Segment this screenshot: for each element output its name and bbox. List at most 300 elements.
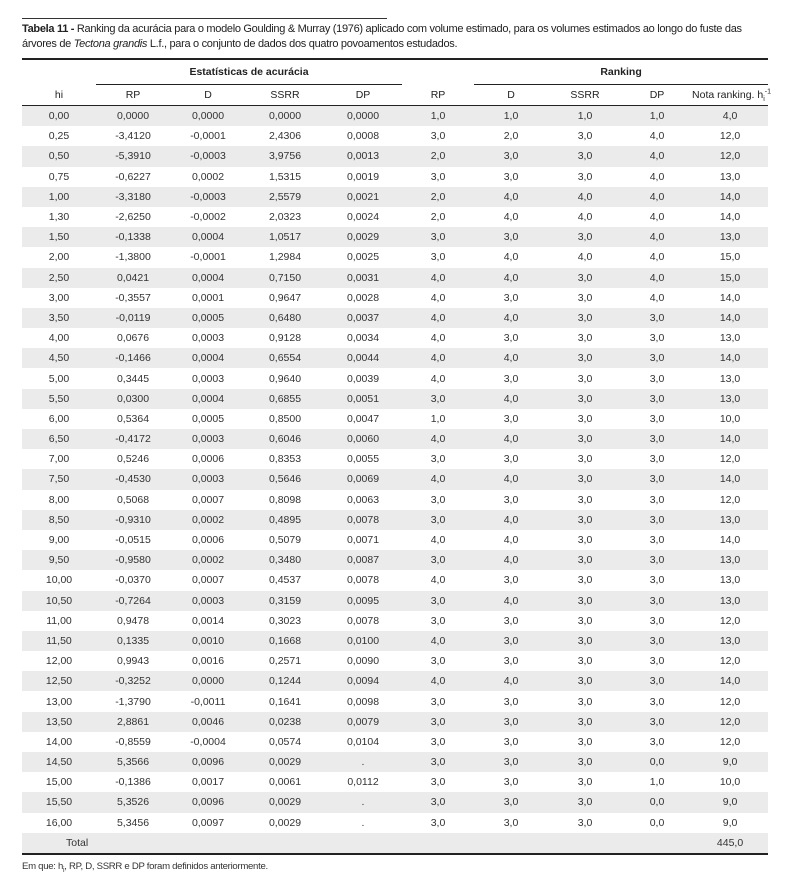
table-cell: -0,1338 xyxy=(115,231,151,244)
table-cell: 0,0061 xyxy=(268,776,302,789)
table-row xyxy=(22,409,768,429)
table-cell: 3,0 xyxy=(503,332,519,345)
table-cell: 4,0 xyxy=(430,291,446,304)
table-cell: 14,0 xyxy=(719,473,741,486)
table-cell: 12,0 xyxy=(719,453,741,466)
table-cell: 3,0 xyxy=(577,170,593,183)
table-cell: 3,0 xyxy=(503,150,519,163)
table-cell: 0,0051 xyxy=(346,392,380,405)
footnote-sub: i xyxy=(63,866,65,874)
table-cell: 4,0 xyxy=(722,110,738,123)
table-cell: 3,0 xyxy=(503,291,519,304)
table-cell: 3,0 xyxy=(430,493,446,506)
table-cell: 3,0 xyxy=(430,816,446,829)
table-cell: 5,50 xyxy=(48,392,70,405)
table-cell: 0,0003 xyxy=(191,473,225,486)
table-row xyxy=(22,752,768,772)
table-cell: 3,0 xyxy=(503,695,519,708)
table-cell: 3,0 xyxy=(430,776,446,789)
group-header-stats: Estatísticas de acurácia xyxy=(96,59,402,85)
table-cell: 6,00 xyxy=(48,412,70,425)
table-cell: 0,1244 xyxy=(268,675,302,688)
table-cell: 1,0517 xyxy=(268,231,302,244)
table-cell: 4,0 xyxy=(577,190,593,203)
table-row xyxy=(22,106,768,127)
table-cell: 0,0046 xyxy=(191,715,225,728)
table-cell: 3,0 xyxy=(503,372,519,385)
table-cell: 0,7150 xyxy=(268,271,302,284)
table-cell: 3,0 xyxy=(649,392,665,405)
table-cell: 3,0 xyxy=(649,513,665,526)
table-row xyxy=(22,813,768,833)
table-cell: 0,0001 xyxy=(191,291,225,304)
table-cell: 0,0090 xyxy=(346,655,380,668)
table-cell: 0,0000 xyxy=(346,110,380,123)
total-row xyxy=(22,833,768,854)
table-cell: 14,00 xyxy=(45,735,73,748)
table-cell: 4,0 xyxy=(649,211,665,224)
table-cell: 14,0 xyxy=(719,311,741,324)
table-cell: 12,00 xyxy=(45,655,73,668)
table-cell: 14,0 xyxy=(719,211,741,224)
table-cell: 5,3566 xyxy=(116,756,150,769)
table-cell: 3,0 xyxy=(577,776,593,789)
table-cell: 3,0 xyxy=(577,372,593,385)
table-cell: 0,0078 xyxy=(346,614,380,627)
table-cell: 10,50 xyxy=(45,594,73,607)
table-cell: 3,0 xyxy=(503,493,519,506)
table-cell: 4,0 xyxy=(430,271,446,284)
table-row xyxy=(22,207,768,227)
table-cell: 4,0 xyxy=(503,251,519,264)
table-cell: 3,0 xyxy=(577,574,593,587)
table-cell: . xyxy=(361,816,365,829)
table-cell: 13,0 xyxy=(719,170,741,183)
table-cell: 0,9943 xyxy=(116,655,150,668)
table-cell: 1,2984 xyxy=(268,251,302,264)
table-cell: 2,0 xyxy=(430,211,446,224)
table-row xyxy=(22,449,768,469)
table-cell: 0,0003 xyxy=(191,332,225,345)
table-row xyxy=(22,126,768,146)
table-cell: 4,0 xyxy=(503,190,519,203)
table-cell: 2,50 xyxy=(48,271,70,284)
table-cell: 0,9478 xyxy=(116,614,150,627)
table-cell: 0,0002 xyxy=(191,554,225,567)
table-cell: 3,0 xyxy=(649,735,665,748)
table-cell: -0,0004 xyxy=(190,735,226,748)
table-cell: 4,0 xyxy=(430,311,446,324)
table-cell: 14,0 xyxy=(719,190,741,203)
table-cell: 3,0 xyxy=(503,614,519,627)
table-cell: 3,0 xyxy=(503,816,519,829)
column-header: RP xyxy=(402,85,474,106)
table-cell: 3,0 xyxy=(430,796,446,809)
table-cell: 4,0 xyxy=(649,291,665,304)
table-cell: 3,0 xyxy=(577,594,593,607)
table-cell: 0,6046 xyxy=(268,433,302,446)
table-cell: 0,0007 xyxy=(191,493,225,506)
table-cell: 10,00 xyxy=(45,574,73,587)
table-cell: 3,0 xyxy=(577,655,593,668)
table-cell: 2,00 xyxy=(48,251,70,264)
table-cell: 0,0060 xyxy=(346,433,380,446)
table-cell: 3,0 xyxy=(577,392,593,405)
table-cell: 4,00 xyxy=(48,332,70,345)
table-cell: 1,0 xyxy=(649,776,665,789)
table-cell: 0,0078 xyxy=(346,574,380,587)
table-cell: 3,0 xyxy=(577,332,593,345)
table-cell: 3,0 xyxy=(649,715,665,728)
table-cell: 5,3456 xyxy=(116,816,150,829)
table-cell: 0,0019 xyxy=(346,170,380,183)
table-cell: 3,0 xyxy=(503,170,519,183)
table-cell: 4,0 xyxy=(577,211,593,224)
ranking-table xyxy=(22,58,772,855)
table-row xyxy=(22,530,768,550)
table-cell: 0,8500 xyxy=(268,412,302,425)
column-header: DP xyxy=(622,85,692,106)
table-cell: 9,0 xyxy=(722,796,738,809)
column-header-row xyxy=(22,85,768,106)
column-header-nota-ranking xyxy=(692,85,772,106)
table-cell: 4,0 xyxy=(649,231,665,244)
table-cell: 0,5246 xyxy=(116,453,150,466)
table-cell: 3,0 xyxy=(649,433,665,446)
table-cell: 0,6480 xyxy=(268,311,302,324)
table-cell: 3,0 xyxy=(649,473,665,486)
table-cell: 0,0055 xyxy=(346,453,380,466)
group-header-row xyxy=(22,59,768,85)
table-body xyxy=(22,106,768,854)
table-cell: 16,00 xyxy=(45,816,73,829)
table-cell: 0,9647 xyxy=(268,291,302,304)
empty-cell xyxy=(548,833,622,854)
table-cell: 3,0 xyxy=(577,150,593,163)
table-cell: 12,0 xyxy=(719,715,741,728)
table-cell: 2,5579 xyxy=(268,190,302,203)
caption-label: Tabela 11 - xyxy=(22,23,75,35)
table-cell: 10,0 xyxy=(719,776,741,789)
table-cell: 3,0 xyxy=(503,756,519,769)
table-cell: 3,0 xyxy=(503,655,519,668)
table-cell: 0,0029 xyxy=(268,816,302,829)
table-row xyxy=(22,288,768,308)
table-cell: 3,0 xyxy=(577,675,593,688)
table-cell: 0,0025 xyxy=(346,251,380,264)
table-cell: 3,0 xyxy=(577,493,593,506)
table-cell: . xyxy=(361,756,365,769)
table-cell: 3,0 xyxy=(577,433,593,446)
table-cell: 3,0 xyxy=(649,534,665,547)
table-cell: 3,0 xyxy=(577,311,593,324)
table-cell: 0,0104 xyxy=(346,735,380,748)
table-cell: -2,6250 xyxy=(115,211,151,224)
table-row xyxy=(22,772,768,792)
table-cell: 0,3480 xyxy=(268,554,302,567)
table-cell: 12,0 xyxy=(719,735,741,748)
table-cell: 4,0 xyxy=(430,675,446,688)
table-cell: 0,0028 xyxy=(346,291,380,304)
table-cell: 3,0 xyxy=(649,332,665,345)
table-cell: 3,0 xyxy=(577,756,593,769)
table-cell: 3,0 xyxy=(503,412,519,425)
table-cell: 0,0094 xyxy=(346,675,380,688)
table-cell: 7,50 xyxy=(48,473,70,486)
footnote-suffix: , RP, D, SSRR e DP foram definidos anteriormente. xyxy=(64,861,268,872)
table-cell: 2,0323 xyxy=(268,211,302,224)
table-cell: 13,0 xyxy=(719,634,741,647)
table-cell: 0,0003 xyxy=(191,594,225,607)
table-cell: 0,0031 xyxy=(346,271,380,284)
table-cell: 13,0 xyxy=(719,332,741,345)
table-cell: 0,0574 xyxy=(268,735,302,748)
table-cell: 0,9640 xyxy=(268,372,302,385)
table-row xyxy=(22,146,768,166)
table-cell: 1,5315 xyxy=(268,170,302,183)
table-cell: 13,0 xyxy=(719,231,741,244)
table-cell: 3,0 xyxy=(577,695,593,708)
table-row xyxy=(22,611,768,631)
table-cell: 0,0004 xyxy=(191,352,225,365)
table-row xyxy=(22,510,768,530)
table-cell: 0,0000 xyxy=(191,675,225,688)
table-cell: 3,0 xyxy=(649,675,665,688)
table-cell: 12,0 xyxy=(719,150,741,163)
table-cell: 3,0 xyxy=(649,614,665,627)
table-cell: 0,0098 xyxy=(346,695,380,708)
table-cell: 0,5364 xyxy=(116,412,150,425)
table-cell: 0,0097 xyxy=(191,816,225,829)
table-cell: 0,0034 xyxy=(346,332,380,345)
caption-text-1: Ranking da acurácia para o modelo Goulding & Murray (1976) aplicado com volume estimado, para os volumes estimados ao longo do fuste das árvores de xyxy=(22,23,742,50)
table-cell: 0,8098 xyxy=(268,493,302,506)
table-cell: 4,0 xyxy=(649,190,665,203)
table-row xyxy=(22,247,768,267)
table-cell: 0,0017 xyxy=(191,776,225,789)
table-cell: 0,0063 xyxy=(346,493,380,506)
table-cell: 0,0013 xyxy=(346,150,380,163)
table-cell: 15,0 xyxy=(719,271,741,284)
table-cell: -0,9580 xyxy=(115,554,151,567)
table-cell: 0,0087 xyxy=(346,554,380,567)
table-cell: 3,0 xyxy=(503,231,519,244)
table-cell: 0,1668 xyxy=(268,634,302,647)
table-cell: 1,0 xyxy=(577,110,593,123)
table-cell: 0,0002 xyxy=(191,513,225,526)
table-cell: 0,0100 xyxy=(346,634,380,647)
total-label: Total xyxy=(22,833,96,854)
table-cell: 0,0300 xyxy=(116,392,150,405)
table-cell: 3,0 xyxy=(430,735,446,748)
table-cell: 3,0 xyxy=(649,554,665,567)
table-cell: 12,0 xyxy=(719,130,741,143)
table-row xyxy=(22,490,768,510)
table-cell: 4,0 xyxy=(503,554,519,567)
table-cell: 3,0 xyxy=(649,372,665,385)
table-cell: -0,1386 xyxy=(115,776,151,789)
table-cell: 14,50 xyxy=(45,756,73,769)
table-cell: 3,0 xyxy=(577,352,593,365)
table-cell: -0,4530 xyxy=(115,473,151,486)
group-header-spacer xyxy=(402,59,474,85)
table-cell: 3,50 xyxy=(48,311,70,324)
table-cell: 13,0 xyxy=(719,513,741,526)
table-cell: 6,50 xyxy=(48,433,70,446)
table-cell: 0,0000 xyxy=(268,110,302,123)
table-row xyxy=(22,368,768,388)
table-row xyxy=(22,227,768,247)
table-cell: 4,0 xyxy=(503,534,519,547)
table-row xyxy=(22,651,768,671)
table-row xyxy=(22,732,768,752)
caption-text-2: L.f., para o conjunto de dados dos quatro povoamentos estudados. xyxy=(147,38,458,50)
table-cell: 4,0 xyxy=(503,392,519,405)
table-cell: 0,0004 xyxy=(191,392,225,405)
table-cell: 12,50 xyxy=(45,675,73,688)
table-cell: 0,0044 xyxy=(346,352,380,365)
table-cell: 4,0 xyxy=(430,433,446,446)
table-cell: 9,0 xyxy=(722,756,738,769)
column-header: SSRR xyxy=(246,85,324,106)
table-cell: 4,0 xyxy=(430,534,446,547)
table-cell: 0,0008 xyxy=(346,130,380,143)
table-cell: 0,0071 xyxy=(346,534,380,547)
table-cell: -0,8559 xyxy=(115,735,151,748)
table-cell: 14,0 xyxy=(719,352,741,365)
table-cell: 3,0 xyxy=(649,574,665,587)
table-cell: 0,0421 xyxy=(116,271,150,284)
table-cell: 4,0 xyxy=(430,332,446,345)
table-cell: 0,0005 xyxy=(191,311,225,324)
table-cell: 0,0006 xyxy=(191,534,225,547)
table-cell: 4,0 xyxy=(503,211,519,224)
table-cell: 5,00 xyxy=(48,372,70,385)
table-cell: -0,0011 xyxy=(190,695,226,708)
table-cell: 3,0 xyxy=(430,453,446,466)
empty-cell xyxy=(324,833,402,854)
table-cell: 3,0 xyxy=(577,554,593,567)
table-cell: 0,0014 xyxy=(191,614,225,627)
table-cell: -0,0515 xyxy=(115,534,151,547)
table-cell: 4,0 xyxy=(503,675,519,688)
table-cell: 0,0021 xyxy=(346,190,380,203)
table-cell: 0,0002 xyxy=(191,170,225,183)
table-cell: 0,0 xyxy=(649,756,665,769)
table-cell: 0,0676 xyxy=(116,332,150,345)
table-cell: 10,0 xyxy=(719,412,741,425)
table-cell: -3,3180 xyxy=(115,190,151,203)
table-cell: 3,0 xyxy=(649,352,665,365)
table-cell: 3,0 xyxy=(649,594,665,607)
table-cell: 1,00 xyxy=(48,190,70,203)
table-cell: 0,0004 xyxy=(191,231,225,244)
table-cell: -0,0002 xyxy=(190,211,226,224)
table-cell: -0,4172 xyxy=(115,433,151,446)
table-cell: 8,50 xyxy=(48,513,70,526)
table-caption xyxy=(22,22,768,52)
table-cell: 3,0 xyxy=(430,392,446,405)
table-cell: 0,00 xyxy=(48,110,70,123)
table-cell: 0,0000 xyxy=(191,110,225,123)
table-cell: 0,75 xyxy=(48,170,70,183)
table-cell: 0,0047 xyxy=(346,412,380,425)
table-cell: 12,0 xyxy=(719,614,741,627)
table-cell: -3,4120 xyxy=(115,130,151,143)
table-cell: 2,0 xyxy=(430,150,446,163)
table-cell: 3,0 xyxy=(430,614,446,627)
table-cell: 0,0007 xyxy=(191,574,225,587)
table-cell: 2,4306 xyxy=(268,130,302,143)
table-cell: 4,0 xyxy=(430,634,446,647)
table-cell: 3,0 xyxy=(503,735,519,748)
top-rule xyxy=(22,18,387,19)
table-cell: 0,5068 xyxy=(116,493,150,506)
table-cell: -0,0119 xyxy=(115,311,151,324)
table-cell: 13,0 xyxy=(719,574,741,587)
table-cell: -0,3557 xyxy=(115,291,151,304)
table-cell: 4,0 xyxy=(430,574,446,587)
table-row xyxy=(22,469,768,489)
table-cell: -5,3910 xyxy=(115,150,151,163)
empty-cell xyxy=(96,833,170,854)
table-cell: 11,50 xyxy=(46,634,72,647)
table-row xyxy=(22,631,768,651)
table-cell: 3,00 xyxy=(48,291,70,304)
table-cell: 3,0 xyxy=(649,634,665,647)
table-cell: 15,00 xyxy=(45,776,73,789)
table-cell: 0,0016 xyxy=(191,655,225,668)
table-cell: 3,0 xyxy=(430,655,446,668)
table-cell: 0,0079 xyxy=(346,715,380,728)
table-cell: 1,50 xyxy=(48,231,70,244)
table-cell: 3,0 xyxy=(503,453,519,466)
table-cell: 0,3159 xyxy=(268,594,302,607)
table-cell: 0,0029 xyxy=(268,796,302,809)
table-cell: 9,00 xyxy=(48,534,70,547)
table-cell: 3,0 xyxy=(577,614,593,627)
table-cell: -0,0001 xyxy=(190,130,226,143)
table-cell: -0,0370 xyxy=(115,574,151,587)
table-cell: 3,0 xyxy=(430,756,446,769)
table-cell: 0,0 xyxy=(649,816,665,829)
table-cell: 4,0 xyxy=(503,311,519,324)
table-cell: 3,0 xyxy=(577,453,593,466)
column-header: DP xyxy=(324,85,402,106)
nota-text: Nota ranking. h xyxy=(692,89,764,101)
table-cell: 1,0 xyxy=(649,110,665,123)
table-cell: 13,0 xyxy=(719,554,741,567)
table-cell: 0,4537 xyxy=(268,574,302,587)
table-cell: 3,0 xyxy=(577,473,593,486)
table-cell: 3,0 xyxy=(430,554,446,567)
table-cell: 3,0 xyxy=(649,453,665,466)
table-cell: 14,0 xyxy=(719,675,741,688)
table-cell: 0,0069 xyxy=(346,473,380,486)
table-row xyxy=(22,348,768,368)
table-cell: 3,0 xyxy=(430,251,446,264)
table-cell: 3,0 xyxy=(430,715,446,728)
table-cell: 0,1641 xyxy=(268,695,302,708)
table-cell: 0,2571 xyxy=(268,655,302,668)
table-row xyxy=(22,550,768,570)
table-cell: 14,0 xyxy=(719,433,741,446)
table-cell: 4,0 xyxy=(503,513,519,526)
table-cell: 0,0003 xyxy=(191,433,225,446)
table-cell: 3,0 xyxy=(649,695,665,708)
table-cell: 3,0 xyxy=(430,231,446,244)
table-cell: -0,3252 xyxy=(115,675,151,688)
